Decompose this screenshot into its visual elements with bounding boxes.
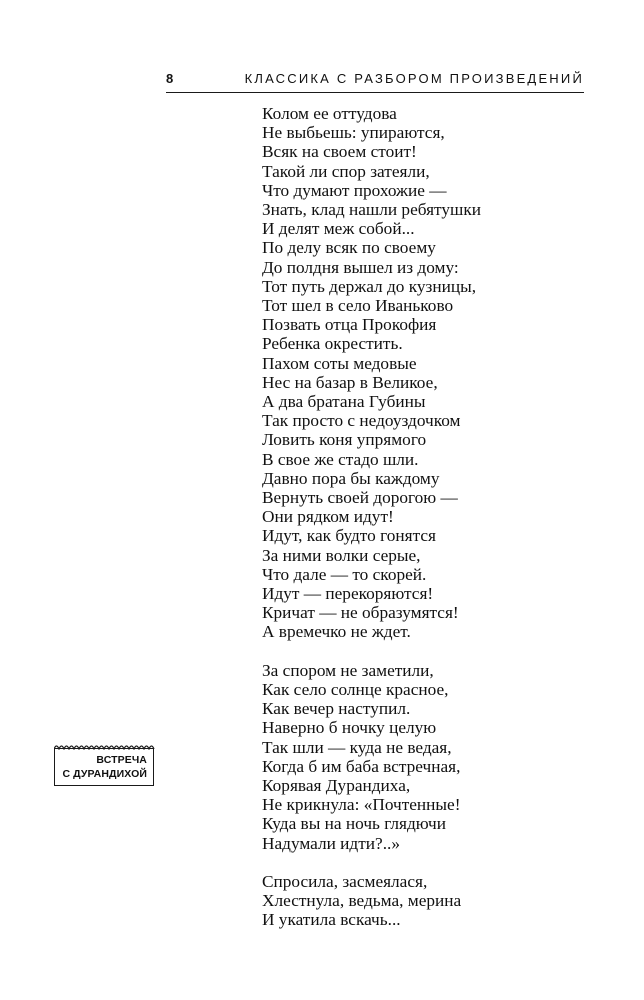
stanza xyxy=(262,872,592,930)
running-header xyxy=(166,70,584,93)
side-note-line: С ДУРАНДИХОЙ xyxy=(62,768,147,780)
poem-line: Хлестнула, ведьма, мерина xyxy=(262,890,462,910)
poem-line: Знать, клад нашли ребятушки xyxy=(262,200,481,220)
poem-line: А времечко не ждет. xyxy=(262,622,411,642)
poem-line: Давно пора бы каждому xyxy=(262,468,440,488)
wavy-edge-decoration xyxy=(54,742,155,750)
poem-line: Как село солнце красное, xyxy=(262,679,449,699)
poem-line: Корявая Дурандиха, xyxy=(262,775,411,795)
poem-text xyxy=(262,104,592,948)
poem-line: Нес на базар в Великое, xyxy=(262,372,438,392)
poem-line: Как вечер наступил. xyxy=(262,699,411,719)
stanza xyxy=(262,104,592,642)
poem-line: Тот путь держал до кузницы, xyxy=(262,276,477,296)
poem-line: Такой ли спор затеяли, xyxy=(262,161,430,181)
poem-line: Когда б им баба встречная, xyxy=(262,756,461,776)
poem-line: А два братана Губины xyxy=(262,392,426,412)
stanza xyxy=(262,661,592,853)
page-number: 8 xyxy=(166,71,174,86)
poem-line: Всяк на своем стоит! xyxy=(262,142,417,162)
poem-line: Тот шел в село Иваньково xyxy=(262,296,454,316)
poem-line: Так просто с недоуздочком xyxy=(262,411,461,431)
poem-line: За ними волки серые, xyxy=(262,545,421,565)
poem-line: За спором не заметили, xyxy=(262,660,434,680)
poem-line: Ребенка окрестить. xyxy=(262,334,403,354)
poem-line: И укатила вскачь... xyxy=(262,910,401,930)
poem-line: Идут — перекоряются! xyxy=(262,584,434,604)
poem-line: И делят меж собой... xyxy=(262,219,415,239)
poem-line: Пахом соты медовые xyxy=(262,353,417,373)
poem-line: Куда вы на ночь глядючи xyxy=(262,814,446,834)
poem-line: Не крикнула: «Почтенные! xyxy=(262,795,461,815)
poem-line: Что думают прохожие — xyxy=(262,180,447,200)
poem-line: Наверно б ночку целую xyxy=(262,718,437,738)
poem-line: По делу всяк по своему xyxy=(262,238,436,258)
running-title: КЛАССИКА С РАЗБОРОМ ПРОИЗВЕДЕНИЙ xyxy=(244,71,584,86)
poem-line: Ловить коня упрямого xyxy=(262,430,427,450)
poem-line: Так шли — куда не ведая, xyxy=(262,737,452,757)
poem-line: Колом ее оттудова xyxy=(262,104,397,123)
poem-line: Не выбьешь: упираются, xyxy=(262,123,445,143)
side-note-line: ВСТРЕЧА xyxy=(96,754,147,766)
poem-line: Вернуть своей дорогою — xyxy=(262,488,458,508)
poem-line: Надумали идти?..» xyxy=(262,833,400,853)
poem-line: В свое же стадо шли. xyxy=(262,449,419,469)
poem-line: Спросила, засмеялася, xyxy=(262,871,428,891)
poem-line: Позвать отца Прокофия xyxy=(262,315,437,335)
poem-line: Кричат — не образумятся! xyxy=(262,603,459,623)
poem-line: Идут, как будто гонятся xyxy=(262,526,436,546)
side-note-box xyxy=(54,748,154,786)
poem-line: Они рядком идут! xyxy=(262,507,394,527)
poem-line: До полдня вышел из дому: xyxy=(262,257,459,277)
poem-line: Что дале — то скорей. xyxy=(262,564,427,584)
